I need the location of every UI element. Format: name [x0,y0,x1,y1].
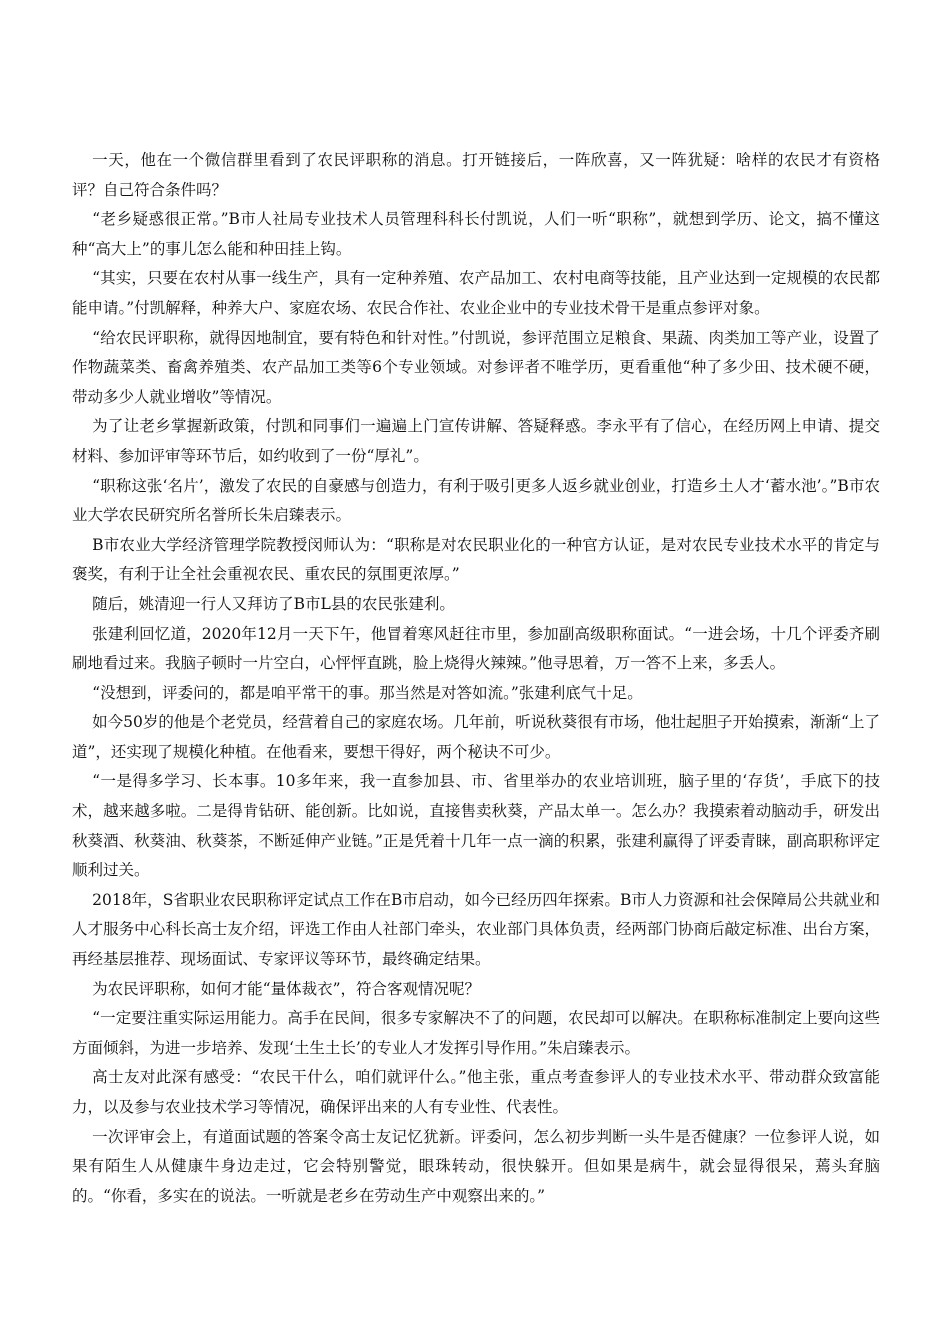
paragraph: 为了让老乡掌握新政策，付凯和同事们一遍遍上门宣传讲解、答疑释惑。李永平有了信心，在经历网上申请、提交材料、参加评审等环节后，如约收到了一份“厚礼”。 [72,417,880,465]
paragraph: “一是得多学习、长本事。10多年来，我一直参加县、市、省里举办的农业培训班，脑子里的‘存货’，手底下的技术，越来越多啦。二是得肯钻研、能创新。比如说，直接售卖秋葵，产品太单一。怎么办？我摸索着动脑动手，研发出秋葵酒、秋葵油、秋葵茶，不断延伸产业链。”正是凭着十几年一点一滴的积累，张建利赢得了评委青睐，副高职称评定顺利过关。 [72,772,880,880]
paragraph: “没想到，评委问的，都是咱平常干的事。那当然是对答如流。”张建利底气十足。 [92,683,643,702]
paragraph: 2018年，S省职业农民职称评定试点工作在B市启动，如今已经历四年探索。B市人力资源和社会保障局公共就业和人才服务中心科长高士友介绍，评选工作由人社部门牵头，农业部门具体负责，经两部门协商后敲定标准、出台方案，再经基层推荐、现场面试、专家评议等环节，最终确定结果。 [72,890,880,969]
paragraph: 张建利回忆道，2020年12月一天下午，他冒着寒风赶往市里，参加副高级职称面试。“一进会场，十几个评委齐刷刷地看过来。我脑子顿时一片空白，心怦怦直跳，脸上烧得火辣辣。”他寻思着，万一答不上来，多丢人。 [72,624,880,673]
article-body [72,146,880,1211]
paragraph: 为农民评职称，如何才能“量体裁衣”，符合客观情况呢？ [92,979,480,998]
paragraph: 高士友对此深有感受：“农民干什么，咱们就评什么。”他主张，重点考查参评人的专业技术水平、带动群众致富能力，以及参与农业技术学习等情况，确保评出来的人有专业性、代表性。 [72,1068,880,1116]
paragraph: 一天，他在一个微信群里看到了农民评职称的消息。打开链接后，一阵欣喜，又一阵犹疑：啥样的农民才有资格评？自己符合条件吗？ [72,151,880,199]
paragraph: “给农民评职称，就得因地制宜，要有特色和针对性。”付凯说，参评范围立足粮食、果蔬、肉类加工等产业，设置了作物蔬菜类、畜禽养殖类、农产品加工类等6个专业领域。对参评者不唯学历，更看重他“种了多少田、技术硬不硬，带动多少人就业增收”等情况。 [72,328,880,406]
paragraph: “职称这张‘名片’，激发了农民的自豪感与创造力，有利于吸引更多人返乡就业创业，打造乡土人才‘蓄水池’。”B市农业大学农民研究所名誉所长朱启臻表示。 [72,476,880,525]
paragraph: 如今50岁的他是个老党员，经营着自己的家庭农场。几年前，听说秋葵很有市场，他壮起胆子开始摸索，渐渐“上了道”，还实现了规模化种植。在他看来，要想干得好，两个秘诀不可少。 [72,713,880,761]
paragraph: 一次评审会上，有道面试题的答案令高士友记忆犹新。评委问，怎么初步判断一头牛是否健康？一位参评人说，如果有陌生人从健康牛身边走过，它会特别警觉，眼珠转动，很快躲开。但如果是病牛，就会显得很呆，蔫头耷脑的。“你看，多实在的说法。一听就是老乡在劳动生产中观察出来的。” [72,1127,880,1205]
paragraph: “一定要注重实际运用能力。高手在民间，很多专家解决不了的问题，农民却可以解决。在职称标准制定上要向这些方面倾斜，为进一步培养、发现‘土生土长’的专业人才发挥引导作用。”朱启臻表示。 [72,1009,880,1057]
paragraph: B市农业大学经济管理学院教授闵师认为：“职称是对农民职业化的一种官方认证，是对农民专业技术水平的肯定与褒奖，有利于让全社会重视农民、重农民的氛围更浓厚。” [72,535,880,584]
paragraph: “老乡疑惑很正常。”B市人社局专业技术人员管理科科长付凯说，人们一听“职称”，就想到学历、论文，搞不懂这种“高大上”的事儿怎么能和种田挂上钩。 [72,210,880,258]
paragraph: 随后，姚清迎一行人又拜访了B市L县的农民张建利。 [92,594,455,613]
paragraph: “其实，只要在农村从事一线生产，具有一定种养殖、农产品加工、农村电商等技能，且产业达到一定规模的农民都能申请。”付凯解释，种养大户、家庭农场、农民合作社、农业企业中的专业技术骨干是重点参评对象。 [72,269,880,317]
